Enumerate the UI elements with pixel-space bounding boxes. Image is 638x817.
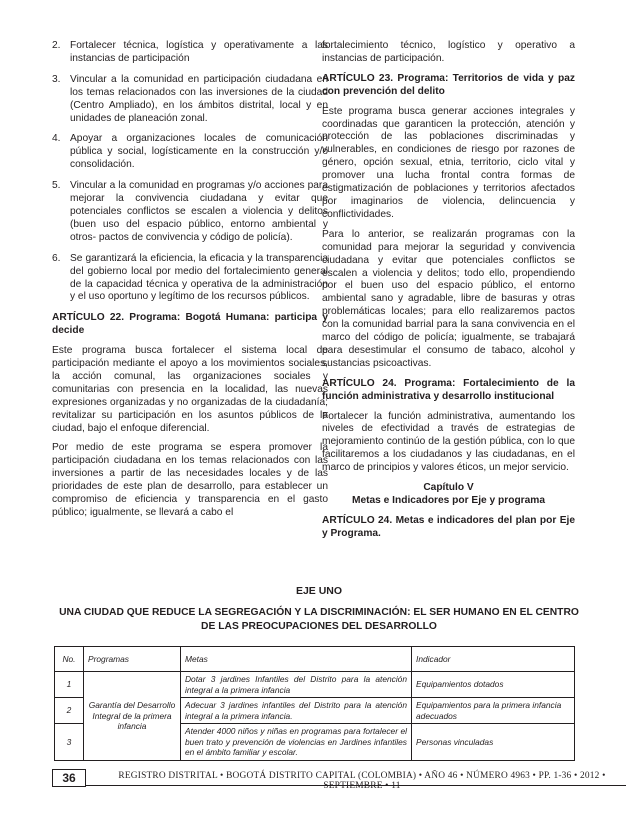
indicator-cell: Equipamientos para la primera infancia adecuados	[412, 698, 575, 724]
table-header-row	[55, 647, 575, 672]
item-text: Se garantizará la eficiencia, la eficacia y la transparencia del gobierno local por medio del fortalecimiento general de la capacidad técnica y operativa de la administración y el uso oportuno y legítimo de los recursos públicos.	[70, 252, 328, 303]
article-23-paragraph-1: Este programa busca generar acciones integrales y coordinadas que garanticen la protección, atención y protección de las poblaciones discriminadas y vulnerables, en condiciones de riesgo por razones de género, opción sexual, etnia, territorio, ciclo vital y promover una lucha frontal contra formas de estigmatización de poblaciones y territorios afectados por imaginarios de violencia, delincuencia y conflictividades.	[322, 105, 575, 220]
indicator-cell: Equipamientos dotados	[412, 672, 575, 698]
item-text: Fortalecer técnica, logística y operativamente a las instancias de participación	[70, 40, 328, 64]
row-number: 2	[55, 698, 84, 724]
chapter-subtitle: Metas e Indicadores por Eje y programa	[351, 495, 546, 506]
item-text: Vincular a la comunidad en programas y/o acciones para mejorar la convivencia ciudadana y evitar que potenciales conflictos se escalen a violencia y delitos (buen uso del espacio público, entorno ambiental y otros- pactos de convivencia y código de policía).	[70, 180, 328, 243]
list-item	[52, 253, 328, 305]
table-row	[55, 672, 575, 698]
article-22-heading: ARTÍCULO 22. Programa: Bogotá Humana: participa y decide	[52, 312, 328, 337]
left-column	[52, 40, 328, 527]
indicator-cell: Personas vinculadas	[412, 724, 575, 761]
article-24b-heading: ARTÍCULO 24. Metas e indicadores del plan por Eje y Programa.	[322, 514, 575, 539]
right-column	[322, 40, 575, 548]
article-22-paragraph-2: Por medio de este programa se espera promover la participación ciudadana en los temas relacionados con las inversiones a partir de las necesidades locales y de las prioridades de este plan de desarrollo, para establecer un compromiso de eficiencia y transparencia en el gasto público; igualmente, se llevará a cabo el	[52, 442, 328, 518]
goals-table	[54, 646, 575, 761]
chapter-title: Capítulo V	[423, 482, 474, 494]
list-item	[52, 133, 328, 172]
article-23-heading: ARTÍCULO 23. Programa: Territorios de vida y paz con prevención del delito	[322, 72, 575, 97]
row-number: 3	[55, 724, 84, 761]
article-24-paragraph: Fortalecer la función administrativa, aumentando los niveles de efectividad a través de estrategias de mejoramiento continúo de la gestión pública, con lo que facilitaremos a los ciudadanos y las ciudadanas, en el marco de principios y valores éticos, un mejor servicio.	[322, 410, 575, 474]
footer-text: REGISTRO DISTRITAL • BOGOTÁ DISTRITO CAPITAL (COLOMBIA) • AÑO 46 • NÚMERO 4963 • PP. 1-36 • 2012 • SEPTIEMBRE • 11	[118, 771, 606, 791]
meta-cell: Adecuar 3 jardines infantiles del Distrito para la atención integral a la primera infancia.	[181, 698, 412, 724]
article-22-paragraph-1: Este programa busca fortalecer el sistema local de participación mediante el apoyo a los movimientos sociales, la acción comunal, las organizaciones sociales y comunitarias con presencia en la localidad, las nuevas expresiones organizadas y no organizadas de la ciudadanía; revitalizar su participación en los asuntos públicos de la ciudad, bajo el enfoque diferencial.	[52, 345, 328, 434]
row-number: 1	[55, 672, 84, 698]
article-23-paragraph-2: Para lo anterior, se realizarán programas con la comunidad para mejorar la seguridad y convivencia ciudadana y evitar que potenciales conflictos se escalen a violencia y delitos; todo ello, propendiendo por el buen uso del espacio público, el entorno ambiental sano y agradable, libre de basuras y otras problemáticas locales; para ello realizaremos pactos con la comunidad barrial para la sana convivencia en el marco del código de policía; igualmente, se trabajará para desestimular el consumo de tabaco, alcohol y sustancias psicoactivas.	[322, 228, 575, 369]
item-text: Vincular a la comunidad en participación ciudadana en los temas relacionados con las inversiones de la ciudad (Centro Ampliado), en los ámbitos distrital, local y en unidades de planeación zonal.	[70, 73, 328, 124]
axis-subtitle: UNA CIUDAD QUE REDUCE LA SEGREGACIÓN Y LA DISCRIMINACIÓN: EL SER HUMANO EN EL CENTRO DE LAS PREOCUPACIONES DEL DESARROLLO	[59, 607, 579, 632]
header-metas: Metas	[181, 647, 412, 672]
item-number: 2.	[52, 40, 61, 51]
continued-text: fortalecimiento técnico, logístico y operativo a instancias de participación.	[322, 40, 575, 64]
item-number: 3.	[52, 73, 61, 85]
item-number: 5.	[52, 180, 61, 192]
header-indicador: Indicador	[412, 647, 575, 672]
meta-cell: Atender 4000 niños y niñas en programas para fortalecer el buen trato y prevención de violencias en Jardines infantiles en el ámbito familiar y escolar.	[181, 724, 412, 761]
header-programas: Programas	[84, 647, 181, 672]
item-number: 6.	[52, 252, 61, 264]
page-number: 36	[52, 769, 86, 787]
item-text: Apoyar a organizaciones locales de comunicación pública y social, logísticamente en la construcción y/o consolidación.	[70, 133, 328, 171]
header-no: No.	[55, 647, 84, 672]
list-item	[52, 180, 328, 245]
axis-title: EJE UNO	[295, 585, 343, 597]
program-cell: Garantía del Desarrollo Integral de la primera infancia	[84, 672, 181, 761]
page-footer	[52, 769, 632, 791]
meta-cell: Dotar 3 jardines Infantiles del Distrito para la atención integral a la primera infancia	[181, 672, 412, 698]
list-item	[52, 74, 328, 126]
article-24-heading: ARTÍCULO 24. Programa: Fortalecimiento de la función administrativa y desarrollo institucional	[322, 377, 575, 402]
item-number: 4.	[52, 133, 61, 145]
list-item	[52, 40, 328, 66]
